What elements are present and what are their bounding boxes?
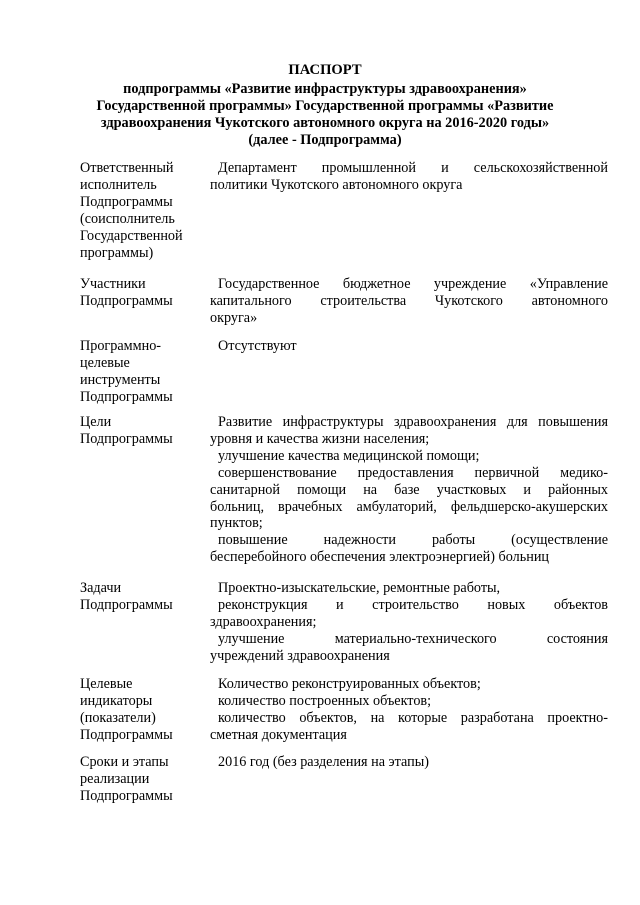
row-label-line: Подпрограммы (80, 596, 173, 613)
row-content-line: Количество реконструированных объектов; (218, 676, 481, 692)
row-content-line: Проектно-изыскательские, ремонтные работы, (218, 580, 501, 596)
row-content-line: совершенствование предоставления первичной медико- (218, 464, 608, 481)
row-content-line: больниц, врачебных амбулаторий, фельдшерско-акушерских (210, 498, 608, 515)
row-content (210, 276, 608, 327)
row-label-line: индикаторы (80, 692, 153, 709)
title-line-2: Государственной программы» Государственной программы «Развитие (96, 98, 554, 114)
title-line-4: (далее - Подпрограмма) (248, 132, 402, 148)
passport-heading: ПАСПОРТ (288, 62, 362, 78)
passport-title-block (60, 62, 590, 149)
row-content-line: бесперебойного обеспечения электроэнергией) больниц (210, 549, 550, 566)
row-content-line: 2016 год (без разделения на этапы) (218, 754, 429, 770)
row-content (210, 676, 608, 744)
row-content-line: здравоохранения; (210, 613, 317, 630)
row-label-line: Задачи (80, 580, 122, 596)
row-content-line: Департамент промышленной и сельскохозяйственной (218, 160, 608, 176)
row-label-line: (показатели) (80, 709, 156, 726)
row-label-line: Программно- (80, 338, 162, 354)
row-label (80, 580, 200, 614)
row-content (210, 414, 608, 566)
title-line-1: подпрограммы «Развитие инфраструктуры здравоохранения» (123, 81, 527, 97)
row-label-line: исполнитель (80, 176, 157, 193)
row-label-line: Подпрограммы (80, 726, 173, 743)
row-label-line: Ответственный (80, 160, 174, 176)
row-content-line: политики Чукотского автономного округа (210, 176, 463, 193)
row-content-line: санитарной помощи на базе участковых и районных (210, 481, 608, 498)
row-content-line: учреждений здравоохранения (210, 647, 390, 664)
row-label (80, 338, 200, 406)
row-content-line: реконструкция и строительство новых объектов (218, 596, 608, 613)
row-label-line: Подпрограммы (80, 193, 173, 210)
row-content-line: количество объектов, на которые разработана проектно- (218, 709, 608, 726)
row-label-line: реализации (80, 770, 150, 787)
row-content-line: капитального строительства Чукотского автономного (210, 292, 608, 309)
row-content-line: улучшение материально-технического состояния (218, 630, 608, 647)
row-label (80, 676, 200, 744)
row-label (80, 754, 200, 805)
row-label (80, 276, 200, 310)
row-label-line: Участники (80, 276, 146, 292)
row-label-line: Подпрограммы (80, 292, 173, 309)
row-label-line: инструменты (80, 371, 161, 388)
row-label-line: Цели (80, 414, 112, 430)
row-label-line: (соисполнитель (80, 210, 175, 227)
row-label-line: Государственной (80, 227, 183, 244)
row-label-line: программы) (80, 244, 154, 261)
row-content (210, 754, 608, 771)
row-label (80, 414, 200, 448)
row-label-line: Целевые (80, 676, 133, 692)
row-content-line: Развитие инфраструктуры здравоохранения для повышения (218, 414, 608, 430)
title-line-3: здравоохранения Чукотского автономного округа на 2016-2020 годы» (100, 115, 550, 131)
row-content-line: улучшение качества медицинской помощи; (218, 447, 480, 464)
row-label-line: Подпрограммы (80, 430, 173, 447)
row-content (210, 160, 608, 194)
row-content-line: Отсутствуют (218, 338, 297, 354)
row-content-line: уровня и качества жизни населения; (210, 430, 430, 447)
row-content (210, 580, 608, 665)
row-label-line: Подпрограммы (80, 388, 173, 405)
row-content-line: округа» (210, 309, 258, 326)
row-content-line: количество построенных объектов; (218, 692, 432, 709)
row-content-line: пунктов; (210, 515, 263, 532)
row-content-line: Государственное бюджетное учреждение «Управление (218, 276, 608, 292)
row-content-line: повышение надежности работы (осуществление (218, 532, 608, 549)
row-label-line: целевые (80, 354, 130, 371)
row-content-line: сметная документация (210, 726, 347, 743)
row-label-line: Сроки и этапы (80, 754, 169, 770)
row-label (80, 160, 200, 261)
row-content (210, 338, 608, 355)
row-label-line: Подпрограммы (80, 787, 173, 804)
